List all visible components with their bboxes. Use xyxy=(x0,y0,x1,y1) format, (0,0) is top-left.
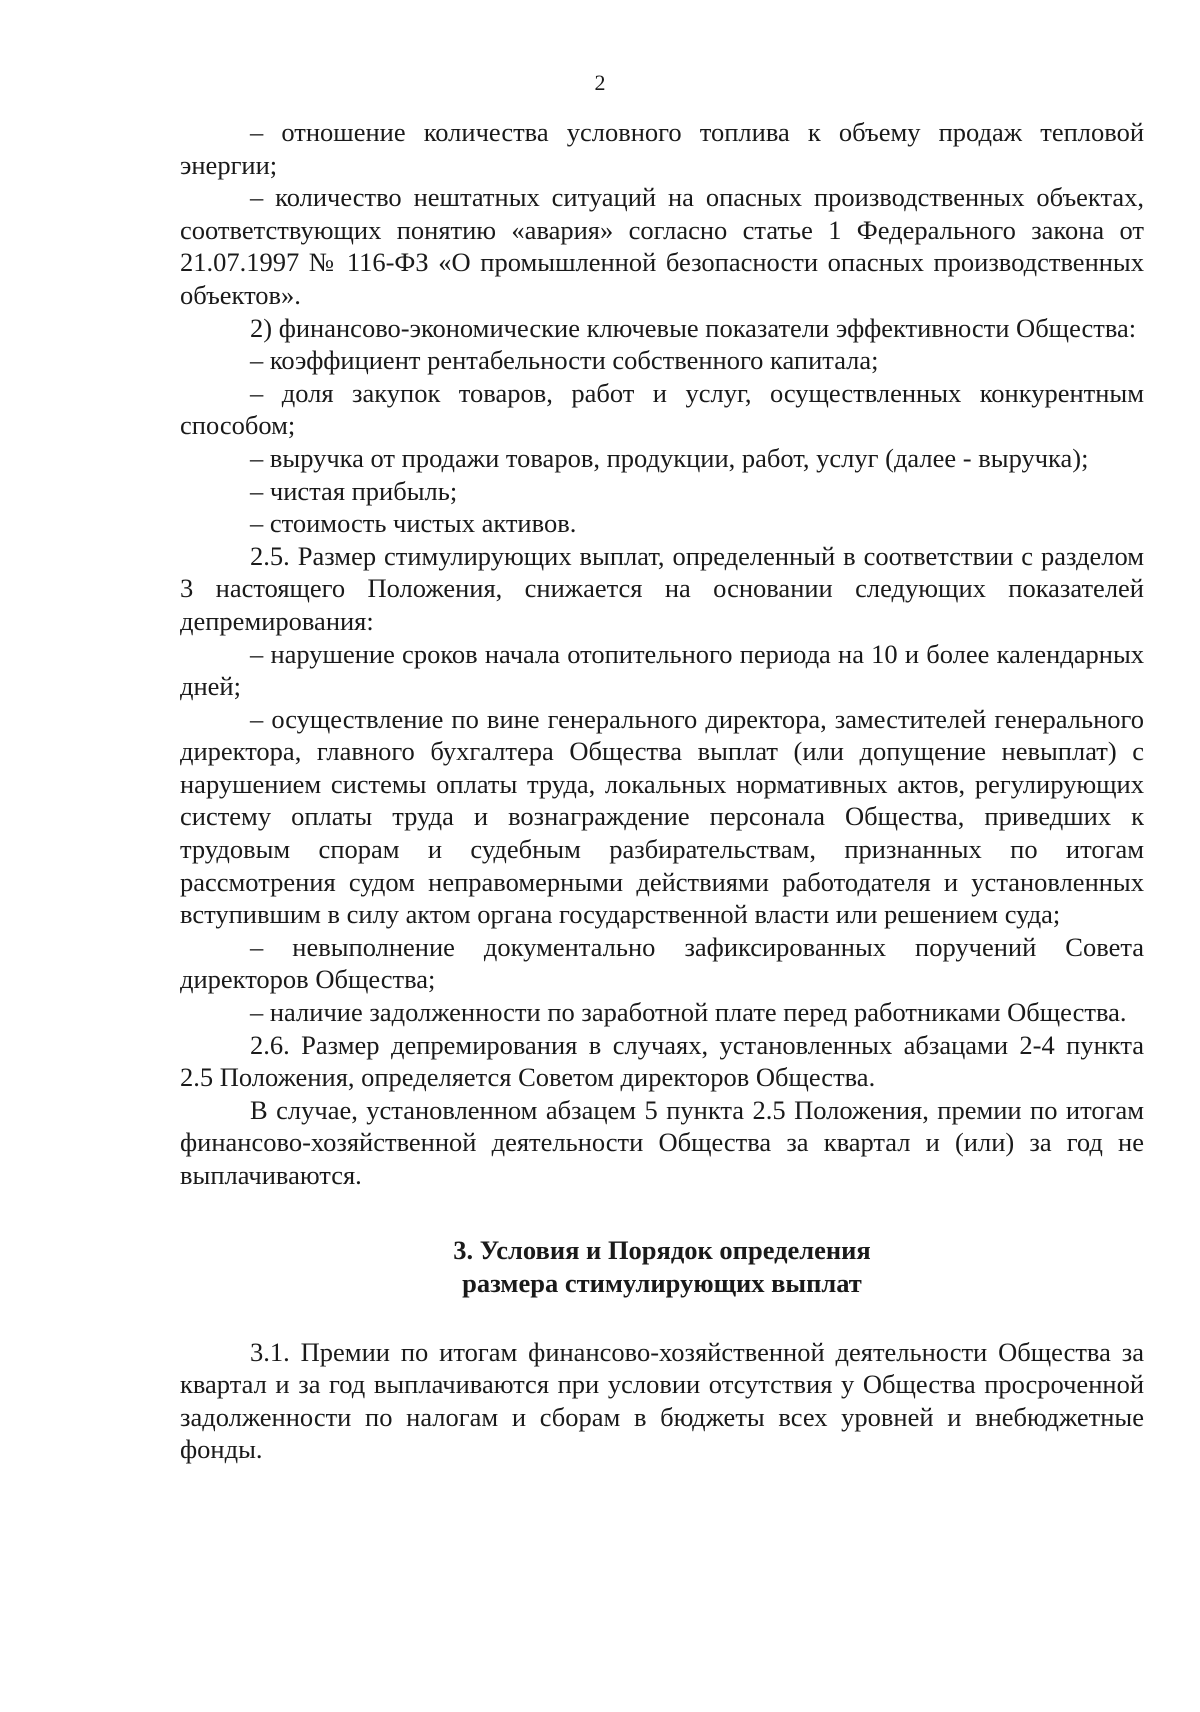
paragraph-2-5: 2.5. Размер стимулирующих выплат, определенный в соответствии с разделом 3 настоящего Положения, снижается на основании следующих показателей депремирования: xyxy=(180,540,1144,636)
page-number: 2 xyxy=(594,70,606,95)
document-body xyxy=(180,116,1144,1466)
paragraph-wage-debt: – наличие задолженности по заработной плате перед работниками Общества. xyxy=(250,997,1127,1028)
paragraph-net-profit: – чистая прибыль; xyxy=(250,475,458,506)
section-heading xyxy=(180,1234,1144,1300)
paragraph-financial-kpi: 2) финансово-экономические ключевые показатели эффективности Общества: xyxy=(250,312,1137,343)
paragraph-payment-violations: – осуществление по вине генерального директора, заместителей генерального директора, главного бухгалтера Общества выплат (или допущение невыплат) с нарушением системы оплаты труда, локальных нормативных актов, регулирующих систему оплаты труда и вознаграждение персонала Общества, приведших к трудовым спорам и судебным разбирательствам, признанных по итогам рассмотрения судом неправомерными действиями работодателя и установленных вступившим в силу актом органа государственной власти или решением суда; xyxy=(180,703,1144,930)
paragraph-board-orders: – невыполнение документально зафиксированных поручений Совета директоров Общества; xyxy=(180,931,1144,995)
paragraph-roe: – коэффициент рентабельности собственного капитала; xyxy=(250,345,879,376)
section-heading-line-2: размера стимулирующих выплат xyxy=(462,1267,862,1298)
paragraph-no-bonus: В случае, установленном абзацем 5 пункта 2.5 Положения, премии по итогам финансово-хозяйственной деятельности Общества за квартал и (или) за год не выплачиваются. xyxy=(180,1094,1144,1190)
paragraph-2-6: 2.6. Размер депремирования в случаях, установленных абзацами 2-4 пункта 2.5 Положения, определяется Советом директоров Общества. xyxy=(180,1029,1144,1093)
paragraph-heating-delay: – нарушение сроков начала отопительного периода на 10 и более календарных дней; xyxy=(180,638,1144,702)
section-heading-line-1: 3. Условия и Порядок определения xyxy=(453,1234,871,1265)
paragraph-incidents: – количество нештатных ситуаций на опасных производственных объектах, соответствующих понятию «авария» согласно статье 1 Федерального закона от 21.07.1997 № 116-ФЗ «О промышленной безопасности опасных производственных объектов». xyxy=(180,182,1144,310)
paragraph-revenue: – выручка от продажи товаров, продукции, работ, услуг (далее - выручка); xyxy=(250,442,1089,473)
paragraph-procurement: – доля закупок товаров, работ и услуг, осуществленных конкурентным способом; xyxy=(180,377,1144,441)
paragraph-net-assets: – стоимость чистых активов. xyxy=(250,508,577,539)
paragraph-fuel-ratio: – отношение количества условного топлива к объему продаж тепловой энергии; xyxy=(180,117,1144,180)
paragraph-3-1: 3.1. Премии по итогам финансово-хозяйственной деятельности Общества за квартал и за год выплачиваются при условии отсутствия у Общества просроченной задолженности по налогам и сборам в бюджеты всех уровней и внебюджетные фонды. xyxy=(180,1336,1144,1465)
